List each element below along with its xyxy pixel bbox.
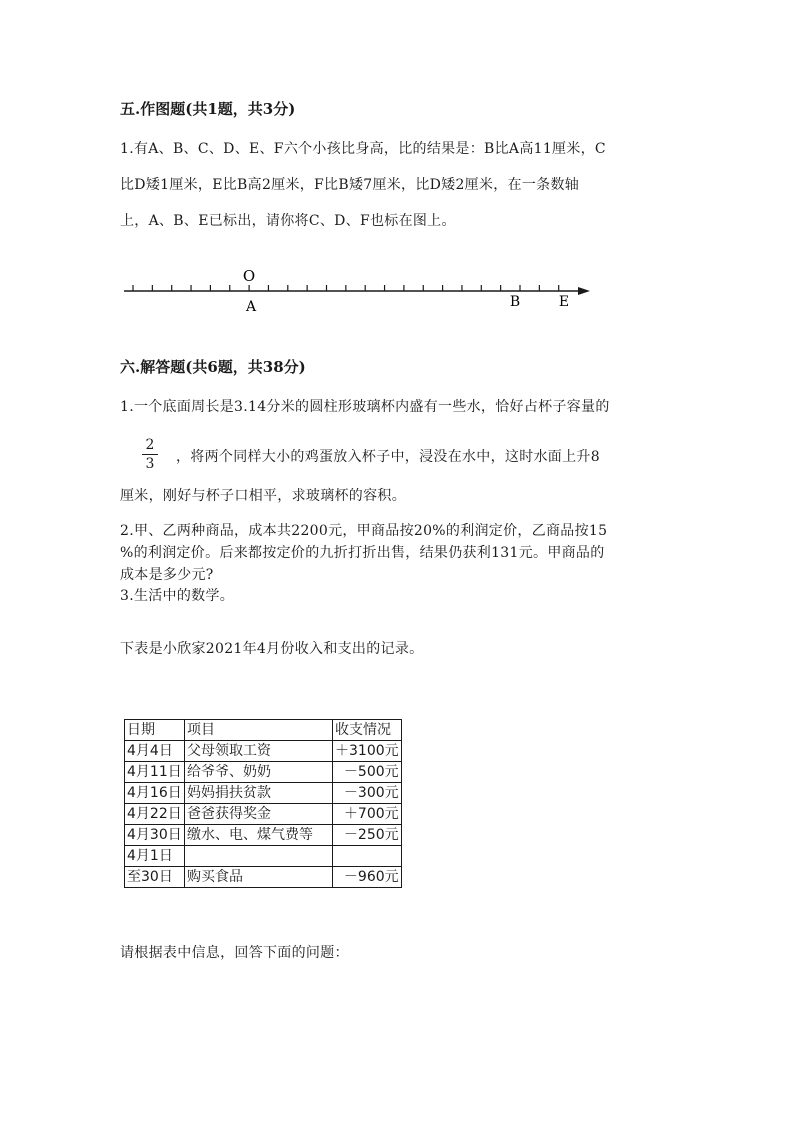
number-line-arrow xyxy=(578,287,590,295)
section6-q1-line1: 1.一个底面周长是3.14分米的圆柱形玻璃杯内盛有一些水，恰好占杯子容量的 xyxy=(120,399,610,415)
fraction-two-thirds xyxy=(142,437,158,472)
section6-q2-line2: %的利润定价。后来都按定价的九折打折出售，结果仍获利131元。甲商品的 xyxy=(120,545,605,561)
cell-item: 爸爸获得奖金 xyxy=(185,804,333,825)
point-e-label: E xyxy=(558,294,570,310)
cell-date: 至30日 xyxy=(125,867,185,888)
table-row xyxy=(125,825,402,846)
header-amount: 收支情况 xyxy=(333,720,402,741)
cell-amount: －250元 xyxy=(333,825,402,846)
cell-item: 给爷爷、奶奶 xyxy=(185,762,333,783)
cell-date: 4月4日 xyxy=(125,741,185,762)
cell-date: 4月22日 xyxy=(125,804,185,825)
cell-item xyxy=(185,846,333,867)
cell-date: 4月1日 xyxy=(125,846,185,867)
table-row xyxy=(125,804,402,825)
cell-date: 4月30日 xyxy=(125,825,185,846)
cell-date: 4月16日 xyxy=(125,783,185,804)
header-date: 日期 xyxy=(125,720,185,741)
cell-item: 妈妈捐扶贫款 xyxy=(185,783,333,804)
ledger-table xyxy=(124,719,402,888)
section5-q1-line3: 上，A、B、E已标出，请你将C、D、F也标在图上。 xyxy=(120,213,456,229)
cell-amount: －500元 xyxy=(333,762,402,783)
table-row xyxy=(125,762,402,783)
section5-heading: 五.作图题(共1题，共3分) xyxy=(120,100,296,118)
section6-q2-line3: 成本是多少元? xyxy=(120,567,214,583)
table-intro: 下表是小欣家2021年4月份收入和支出的记录。 xyxy=(120,641,424,657)
table-row xyxy=(125,783,402,804)
section5-q1-line2: 比D矮1厘米，E比B高2厘米，F比B矮7厘米，比D矮2厘米，在一条数轴 xyxy=(120,177,580,193)
cell-amount xyxy=(333,846,402,867)
number-line-ticks xyxy=(133,285,559,291)
cell-item: 购买食品 xyxy=(185,867,333,888)
point-b-label: B xyxy=(509,294,521,310)
section6-q1-line3: 厘米，刚好与杯子口相平，求玻璃杯的容积。 xyxy=(120,488,406,504)
cell-item: 父母领取工资 xyxy=(185,741,333,762)
fraction-numerator: 2 xyxy=(145,437,155,453)
cell-amount: －960元 xyxy=(333,867,402,888)
closing-prompt: 请根据表中信息，回答下面的问题： xyxy=(120,945,349,961)
cell-amount: ＋3100元 xyxy=(333,741,402,762)
section6-q3-title: 3.生活中的数学。 xyxy=(120,588,235,604)
cell-item: 缴水、电、煤气费等 xyxy=(185,825,333,846)
number-line xyxy=(0,0,794,330)
section6-heading: 六.解答题(共6题，共38分) xyxy=(120,358,306,376)
cell-date: 4月11日 xyxy=(125,762,185,783)
origin-label: O xyxy=(242,267,256,285)
fraction-bar xyxy=(142,454,158,455)
section6-q2-line1: 2.甲、乙两种商品，成本共2200元，甲商品按20%的利润定价，乙商品按15 xyxy=(120,523,608,539)
header-item: 项目 xyxy=(185,720,333,741)
table-header-row xyxy=(125,720,402,741)
table-row xyxy=(125,867,402,888)
point-a-label: A xyxy=(245,299,257,315)
cell-amount: －300元 xyxy=(333,783,402,804)
section6-q1-line2: ，将两个同样大小的鸡蛋放入杯子中，浸没在水中，这时水面上升8 xyxy=(176,449,600,465)
table-row xyxy=(125,846,402,867)
section5-q1-line1: 1.有A、B、C、D、E、F六个小孩比身高，比的结果是：B比A高11厘米，C xyxy=(120,141,606,157)
cell-amount: ＋700元 xyxy=(333,804,402,825)
table-row xyxy=(125,741,402,762)
fraction-denominator: 3 xyxy=(145,456,155,472)
